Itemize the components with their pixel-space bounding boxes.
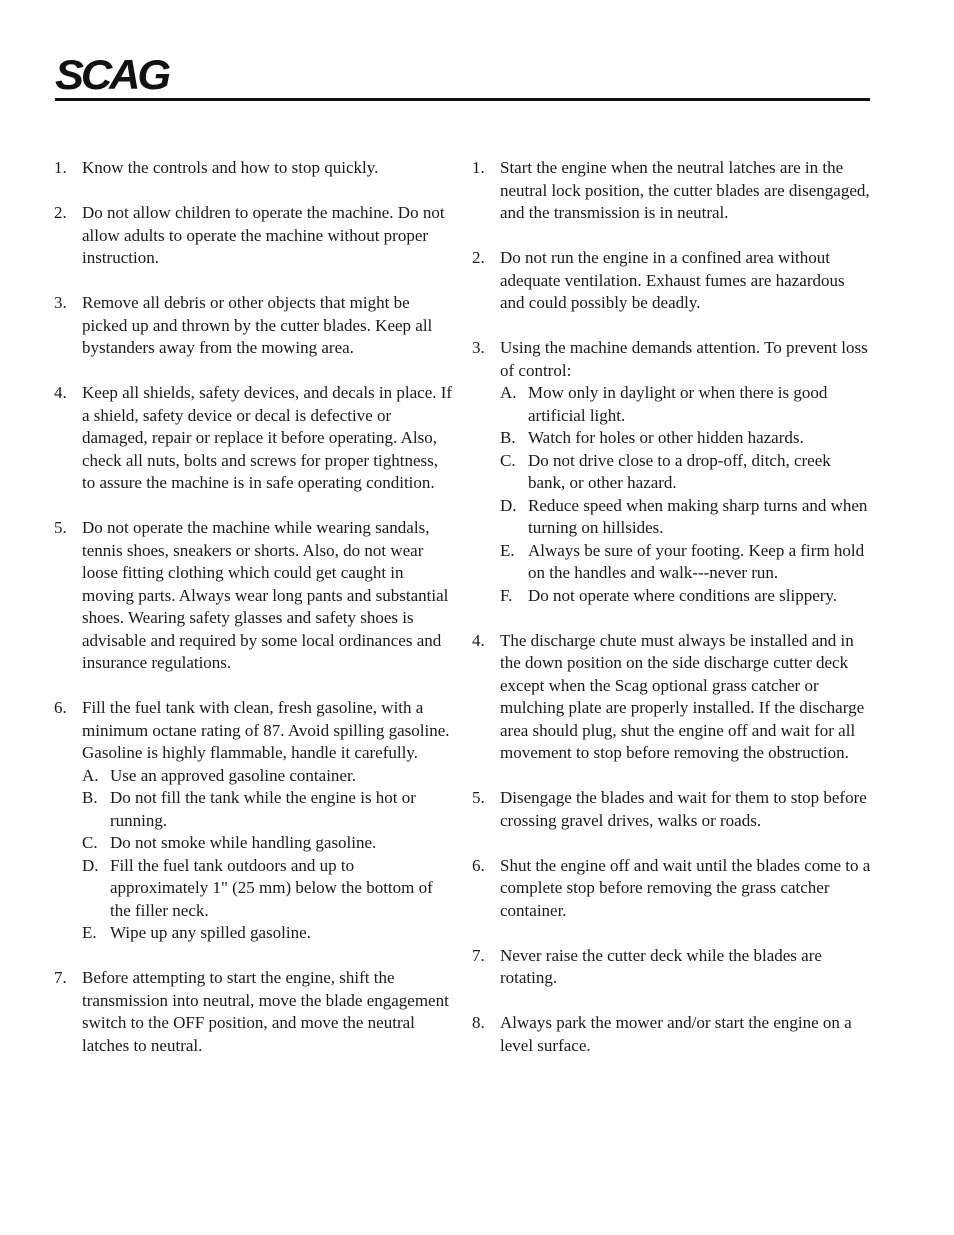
sub-item — [500, 540, 872, 585]
list-item — [54, 697, 454, 945]
sub-item-letter: F. — [500, 585, 513, 605]
list-item — [472, 855, 872, 923]
list-item — [472, 630, 872, 765]
item-number: 1. — [472, 158, 485, 177]
item-text: Do not allow children to operate the machine. Do not allow adults to operate the machine without proper instruction. — [82, 203, 445, 267]
page-header — [55, 56, 870, 101]
sub-item-text: Reduce speed when making sharp turns and when turning on hillsides. — [528, 495, 868, 537]
sub-item-letter: B. — [500, 428, 516, 447]
sub-item-text: Do not drive close to a drop-off, ditch, creek bank, or other hazard. — [528, 450, 831, 492]
sub-item-letter: B. — [82, 788, 98, 807]
item-text: Know the controls and how to stop quickly. — [82, 158, 379, 177]
sub-item — [82, 787, 454, 832]
sub-item-text: Always be sure of your footing. Keep a firm hold on the handles and walk---never run. — [528, 540, 865, 582]
sub-item-letter: D. — [82, 855, 99, 875]
sub-item — [82, 832, 454, 855]
item-text: Shut the engine off and wait until the blades come to a complete stop before removing the grass catcher container. — [500, 855, 871, 920]
sub-item-letter: D. — [500, 495, 517, 515]
list-item — [472, 945, 872, 990]
sub-item-text: Do not smoke while handling gasoline. — [110, 833, 377, 852]
item-number: 7. — [472, 945, 485, 965]
scag-logo — [55, 56, 170, 92]
sub-item — [500, 495, 872, 540]
item-text: The discharge chute must always be installed and in the down position on the side discharge cutter deck except when the Scag optional grass catcher or mulching plate are properly installed. If the discharge area should plug, shut the engine off and wait for all movement to stop before removing the obstruction. — [500, 630, 865, 762]
item-number: 8. — [472, 1013, 485, 1032]
list-item — [54, 157, 454, 180]
item-text: Start the engine when the neutral latches are in the neutral lock position, the cutter blades are disengaged, and the transmission is in neutral. — [500, 158, 870, 222]
sub-item-text: Do not fill the tank while the engine is hot or running. — [110, 788, 416, 830]
sub-item — [500, 427, 872, 450]
item-text: Do not operate the machine while wearing sandals, tennis shoes, sneakers or shorts. Also, do not wear loose fitting clothing which could get caught in moving parts. Always wear long pants and substantial shoes. Wearing safety glasses and safety shoes is advisable and required by some local ordinances and insurance regulations. — [82, 518, 449, 672]
item-number: 6. — [472, 855, 485, 875]
list-item — [54, 202, 454, 270]
sub-item-text: Do not operate where conditions are slippery. — [528, 585, 838, 605]
list-item — [54, 967, 454, 1057]
sub-item-letter: C. — [82, 833, 98, 852]
item-text: Remove all debris or other objects that might be picked up and thrown by the cutter blades. Keep all bystanders away from the mowing area. — [82, 293, 433, 357]
item-text: Keep all shields, safety devices, and decals in place. If a shield, safety device or decal is defective or damaged, repair or replace it before operating. Also, check all nuts, bolts and screws for proper tightness, to assure the machine is in safe operating condition. — [82, 383, 453, 492]
item-number: 4. — [472, 630, 485, 650]
sub-item — [82, 922, 454, 945]
sub-item-letter: A. — [82, 765, 99, 785]
right-column — [472, 157, 872, 1080]
list-item — [472, 337, 872, 607]
left-column — [54, 157, 454, 1080]
sub-item-letter: E. — [500, 540, 515, 560]
item-text: Always park the mower and/or start the engine on a level surface. — [500, 1013, 852, 1055]
item-text: Fill the fuel tank with clean, fresh gasoline, with a minimum octane rating of 87. Avoid spilling gasoline. Gasoline is highly flammable, handle it carefully. — [82, 698, 450, 762]
item-number: 5. — [54, 518, 67, 537]
sub-item-text: Watch for holes or other hidden hazards. — [528, 428, 804, 447]
sub-item-text: Fill the fuel tank outdoors and up to approximately 1" (25 mm) below the bottom of the filler neck. — [110, 855, 433, 920]
sub-item — [82, 855, 454, 923]
list-item — [472, 247, 872, 315]
sub-item — [82, 765, 454, 788]
item-number: 3. — [54, 293, 67, 312]
svg-text:SCAG: SCAG — [55, 56, 170, 92]
sub-item-text: Use an approved gasoline container. — [110, 765, 356, 785]
item-text: Do not run the engine in a confined area without adequate ventilation. Exhaust fumes are hazardous and could possibly be deadly. — [500, 248, 845, 312]
sub-item — [500, 450, 872, 495]
item-number: 6. — [54, 698, 67, 717]
sub-item — [500, 382, 872, 427]
item-number: 5. — [472, 788, 485, 807]
list-item — [472, 1012, 872, 1057]
list-item — [54, 382, 454, 495]
item-number: 7. — [54, 968, 67, 987]
sub-item — [500, 585, 872, 608]
list-item — [54, 517, 454, 675]
item-text: Before attempting to start the engine, shift the transmission into neutral, move the blade engagement switch to the OFF position, and move the neutral latches to neutral. — [82, 968, 449, 1055]
sub-item-letter: E. — [82, 923, 97, 942]
sub-item-letter: A. — [500, 383, 517, 402]
sub-item-letter: C. — [500, 450, 516, 470]
sub-item-text: Mow only in daylight or when there is good artificial light. — [528, 383, 828, 425]
item-number: 4. — [54, 383, 67, 402]
item-text: Disengage the blades and wait for them to stop before crossing gravel drives, walks or roads. — [500, 788, 867, 830]
item-number: 1. — [54, 158, 67, 177]
item-number: 2. — [54, 203, 67, 222]
list-item — [472, 157, 872, 225]
item-number: 2. — [472, 248, 485, 267]
item-number: 3. — [472, 338, 485, 357]
list-item — [472, 787, 872, 832]
sub-item-text: Wipe up any spilled gasoline. — [110, 923, 311, 942]
item-text: Never raise the cutter deck while the blades are rotating. — [500, 945, 822, 987]
item-text: Using the machine demands attention. To prevent loss of control: — [500, 338, 868, 380]
list-item — [54, 292, 454, 360]
